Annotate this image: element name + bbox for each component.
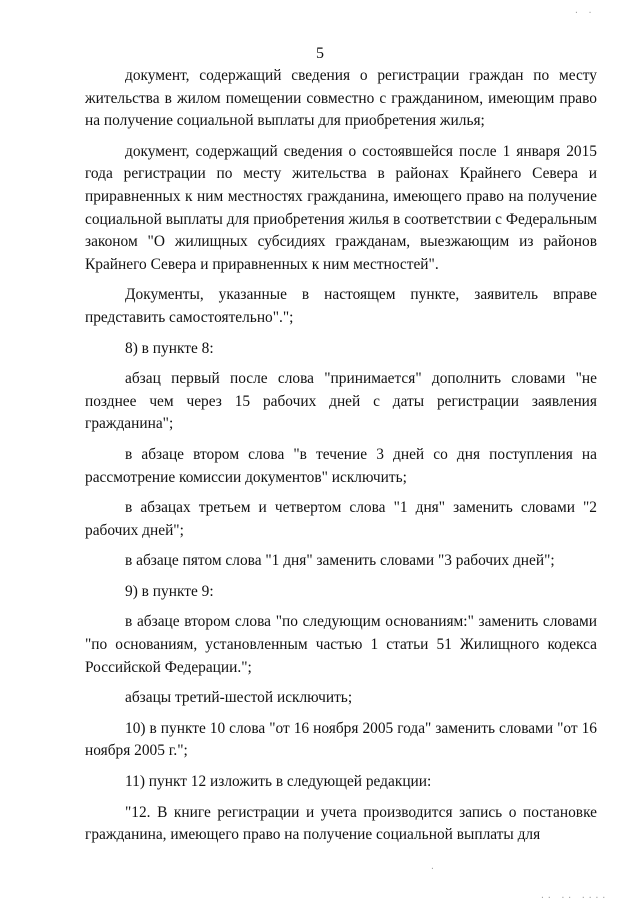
paragraph-item-11: 11) пункт 12 изложить в следующей редакции: <box>125 773 432 791</box>
paragraph-documents-optional: Документы, указанные в настоящем пункте, заявитель вправе представить самостоятельно"."; <box>85 286 597 326</box>
scan-artifact: · · <box>574 8 595 17</box>
page-number: 5 <box>316 45 324 62</box>
paragraph-item-9: 9) в пункте 9: <box>125 582 214 600</box>
paragraph-far-north-registration: документ, содержащий сведения о состоявшейся после 1 января 2015 года регистрации по месту жительства в районах Крайнего Севера и приравненных к ним местностях гражданина, имеющего право на получение социальной выплаты для приобретения жилья в соответствии с Федеральным законом "О жилищных субсидиях гражданам, выезжающим из районов Крайнего Севера и приравненных к ним местностей". <box>85 142 597 273</box>
paragraph-item-9-exclude: абзацы третий-шестой исключить; <box>125 689 353 707</box>
paragraph-item-8-third-fourth: в абзацах третьем и четвертом слова "1 дня" заменить словами "2 рабочих дней"; <box>85 499 597 539</box>
paragraph-item-8: 8) в пункте 8: <box>125 339 214 357</box>
paragraph-item-8-fifth: в абзаце пятом слова "1 дня" заменить словами "3 рабочих дней"; <box>125 552 555 570</box>
paragraph-item-8-second: в абзаце втором слова "в течение 3 дней со дня поступления на рассмотрение комиссии документов" исключить; <box>85 445 597 486</box>
paragraph-item-9-second: в абзаце втором слова "по следующим основаниям:" заменить словами "по основаниям, установленным частью 1 статьи 51 Жилищного кодекса Российской Федерации."; <box>85 613 597 676</box>
scan-artifact: · <box>430 864 437 873</box>
paragraph-item-10: 10) в пункте 10 слова "от 16 ноября 2005 года" заменить словами "от 16 ноября 2005 г."; <box>85 719 597 760</box>
scan-artifact: ·· ·· ···· <box>540 893 609 902</box>
paragraph-item-8-first: абзац первый после слова "принимается" дополнить словами "не позднее чем через 15 рабочих дней с даты регистрации заявления гражданина"; <box>85 370 597 433</box>
document-body <box>85 65 597 847</box>
paragraph-registration-document: документ, содержащий сведения о регистрации граждан по месту жительства в жилом помещении совместно с гражданином, имеющим право на получение социальной выплаты для приобретения жилья; <box>85 67 597 130</box>
paragraph-item-12-quote: "12. В книге регистрации и учета производится запись о постановке гражданина, имеющего право на получение социальной выплаты для <box>85 803 597 844</box>
